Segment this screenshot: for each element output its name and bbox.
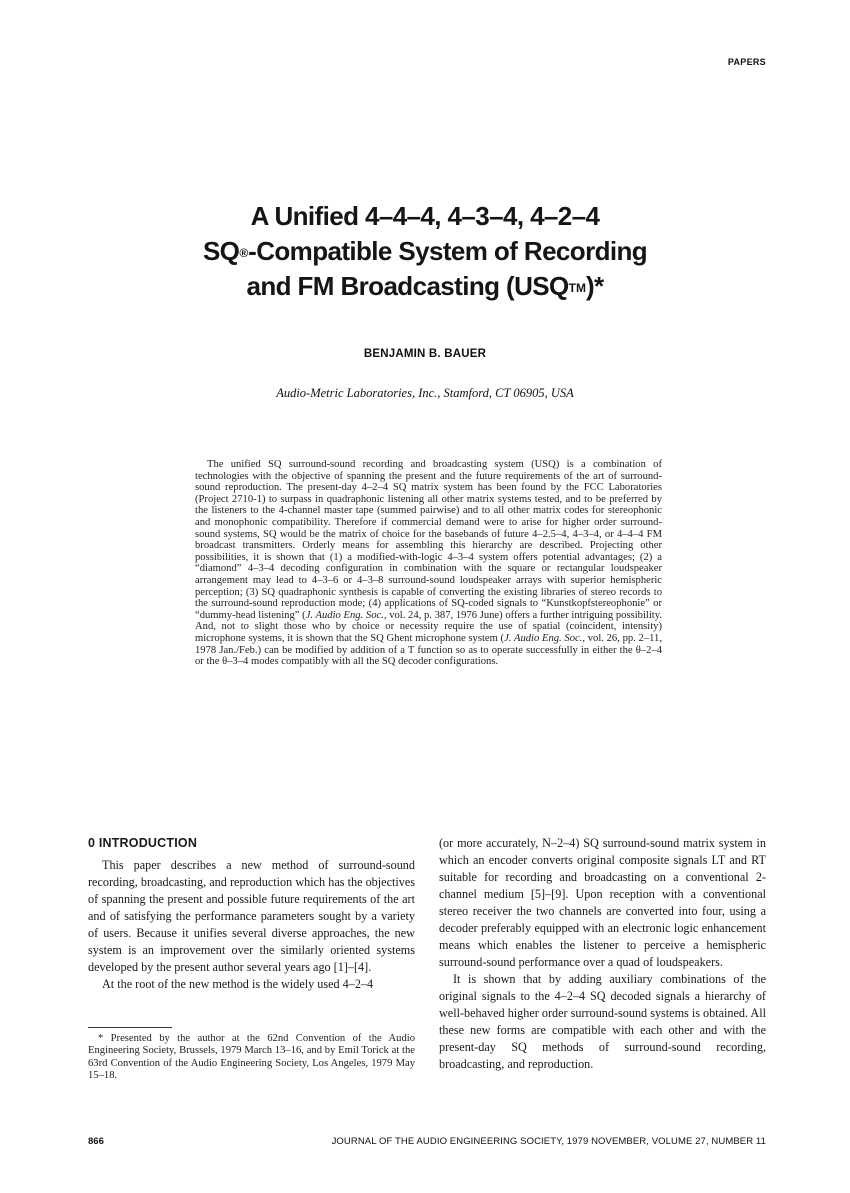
- title-line-3-post: )*: [585, 271, 604, 301]
- right-column: [439, 835, 766, 1073]
- author-name: BENJAMIN B. BAUER: [363, 348, 487, 360]
- title-line-1: A Unified 4–4–4, 4–3–4, 4–2–4: [250, 201, 600, 231]
- footnote-divider: [88, 1027, 172, 1028]
- intro-paragraph-2-start: At the root of the new method is the widely used 4–2–4: [102, 977, 374, 991]
- journal-ref-1: J. Audio Eng. Soc.: [305, 609, 384, 621]
- registered-mark: ®: [239, 246, 249, 260]
- abstract: [195, 459, 662, 668]
- title-line-2-post: -Compatible System of Recording: [248, 236, 648, 266]
- abstract-part-2: , vol. 24, p. 387, 1976 June) offers a further intriguing possibility. And, not to slight those who by choice or necessity require the use of spatial (coincident, intensity) microphone systems, it is shown that the SQ Ghent microphone system (: [195, 609, 662, 644]
- journal-ref-2: J. Audio Eng. Soc.: [504, 632, 583, 644]
- abstract-part-3: , vol. 26, pp. 2–11, 1978 Jan./Feb.) can be modified by addition of a T function so as to operate successfully in either the θ–2–4 or the θ–3–4 modes compatibly with all the SQ decoder configurations.: [195, 632, 662, 668]
- abstract-part-1: The unified SQ surround-sound recording and broadcasting system (USQ) is a combination of technologies with the objective of spanning the present and the future requirements of the art of surround-sound reproduction. The present-day 4–2–4 SQ matrix system has been found by the FCC Laboratories (Project 2710-1) to surpass in quadraphonic listening all other matrix systems tested, and to be preferred by the listeners to the 4-channel master tape (summed pairwise) and to all other matrix codes for stereophonic and monophonic compatibility. Therefore if commercial demand were to arise for higher order surround-sound systems, SQ would be the matrix of choice for the basebands of future 4–2.5–4, 4–3–4, or 4–4–4 FM broadcast transmitters. Orderly means for assembling this hierarchy are described. Projecting other possibilities, it is shown that (1) a modified-with-logic 4–3–4 system offers potential advantages; (2) a “diamond” 4–3–4 decoding configuration in combination with the square or rectangular loudspeaker arrangement may lead to 4–3–6 or 4–3–8 surround-sound loudspeaker arrays with superior hemispheric perception; (3) SQ quadraphonic synthesis is capable of converting the existing libraries of stereo records to the surround-sound reproduction mode; (4) applications of SQ-coded signals to “Kunstkopfstereophonie” or “dummy-head listening” (: [195, 459, 662, 621]
- title-line-2-pre: SQ: [202, 236, 240, 266]
- intro-paragraph-3: It is shown that by adding auxiliary combinations of the original signals to the 4–2–4 SQ decoded signals a hierarchy of well-behaved higher order surround-sound systems is obtained. All these new forms are compatible with each other and with the present-day SQ methods of surround-sound recording, broadcasting, and reproduction.: [439, 972, 766, 1071]
- intro-paragraph-2-continued: (or more accurately, N–2–4) SQ surround-sound matrix system in which an encoder converts original composite signals LT and RT suitable for recording and broadcasting on a conventional 2-channel medium [5]–[9]. Upon reception with a conventional stereo receiver the two channels are converted into four, using a decoder preferably equipped with an electronic logic enhancement means which enables the listener to perceive a hemispheric surround-sound performance over a quad of loudspeakers.: [439, 836, 766, 969]
- trademark-mark: TM: [568, 281, 586, 295]
- paper-title: [120, 199, 730, 304]
- introduction-heading: 0 INTRODUCTION: [88, 836, 198, 850]
- title-line-3-pre: and FM Broadcasting (USQ: [246, 271, 569, 301]
- intro-paragraph-1: This paper describes a new method of surround-sound recording, broadcasting, and reproduction which has the objectives of spanning the present and possible future requirements of the art and of satisfying the performance parameters sought by a variety of users. Because it unifies several diverse approaches, the new system is an improvement over the similarly oriented systems developed by the present author several years ago [1]–[4].: [88, 858, 415, 974]
- title-line-2: [120, 234, 730, 269]
- title-line-3: [120, 269, 730, 304]
- author-affiliation: Audio-Metric Laboratories, Inc., Stamford, CT 06905, USA: [276, 386, 574, 400]
- left-column: [88, 835, 415, 993]
- page-number: 866: [88, 1136, 104, 1147]
- section-label: PAPERS: [727, 57, 766, 67]
- running-footer: JOURNAL OF THE AUDIO ENGINEERING SOCIETY, 1979 NOVEMBER, VOLUME 27, NUMBER 11: [331, 1136, 766, 1147]
- footnote: * Presented by the author at the 62nd Convention of the Audio Engineering Society, Brussels, 1979 March 13–16, and by Emil Torick at the 63rd Convention of the Audio Engineering Society, Los Angeles, 1979 May 15–18.: [88, 1033, 415, 1081]
